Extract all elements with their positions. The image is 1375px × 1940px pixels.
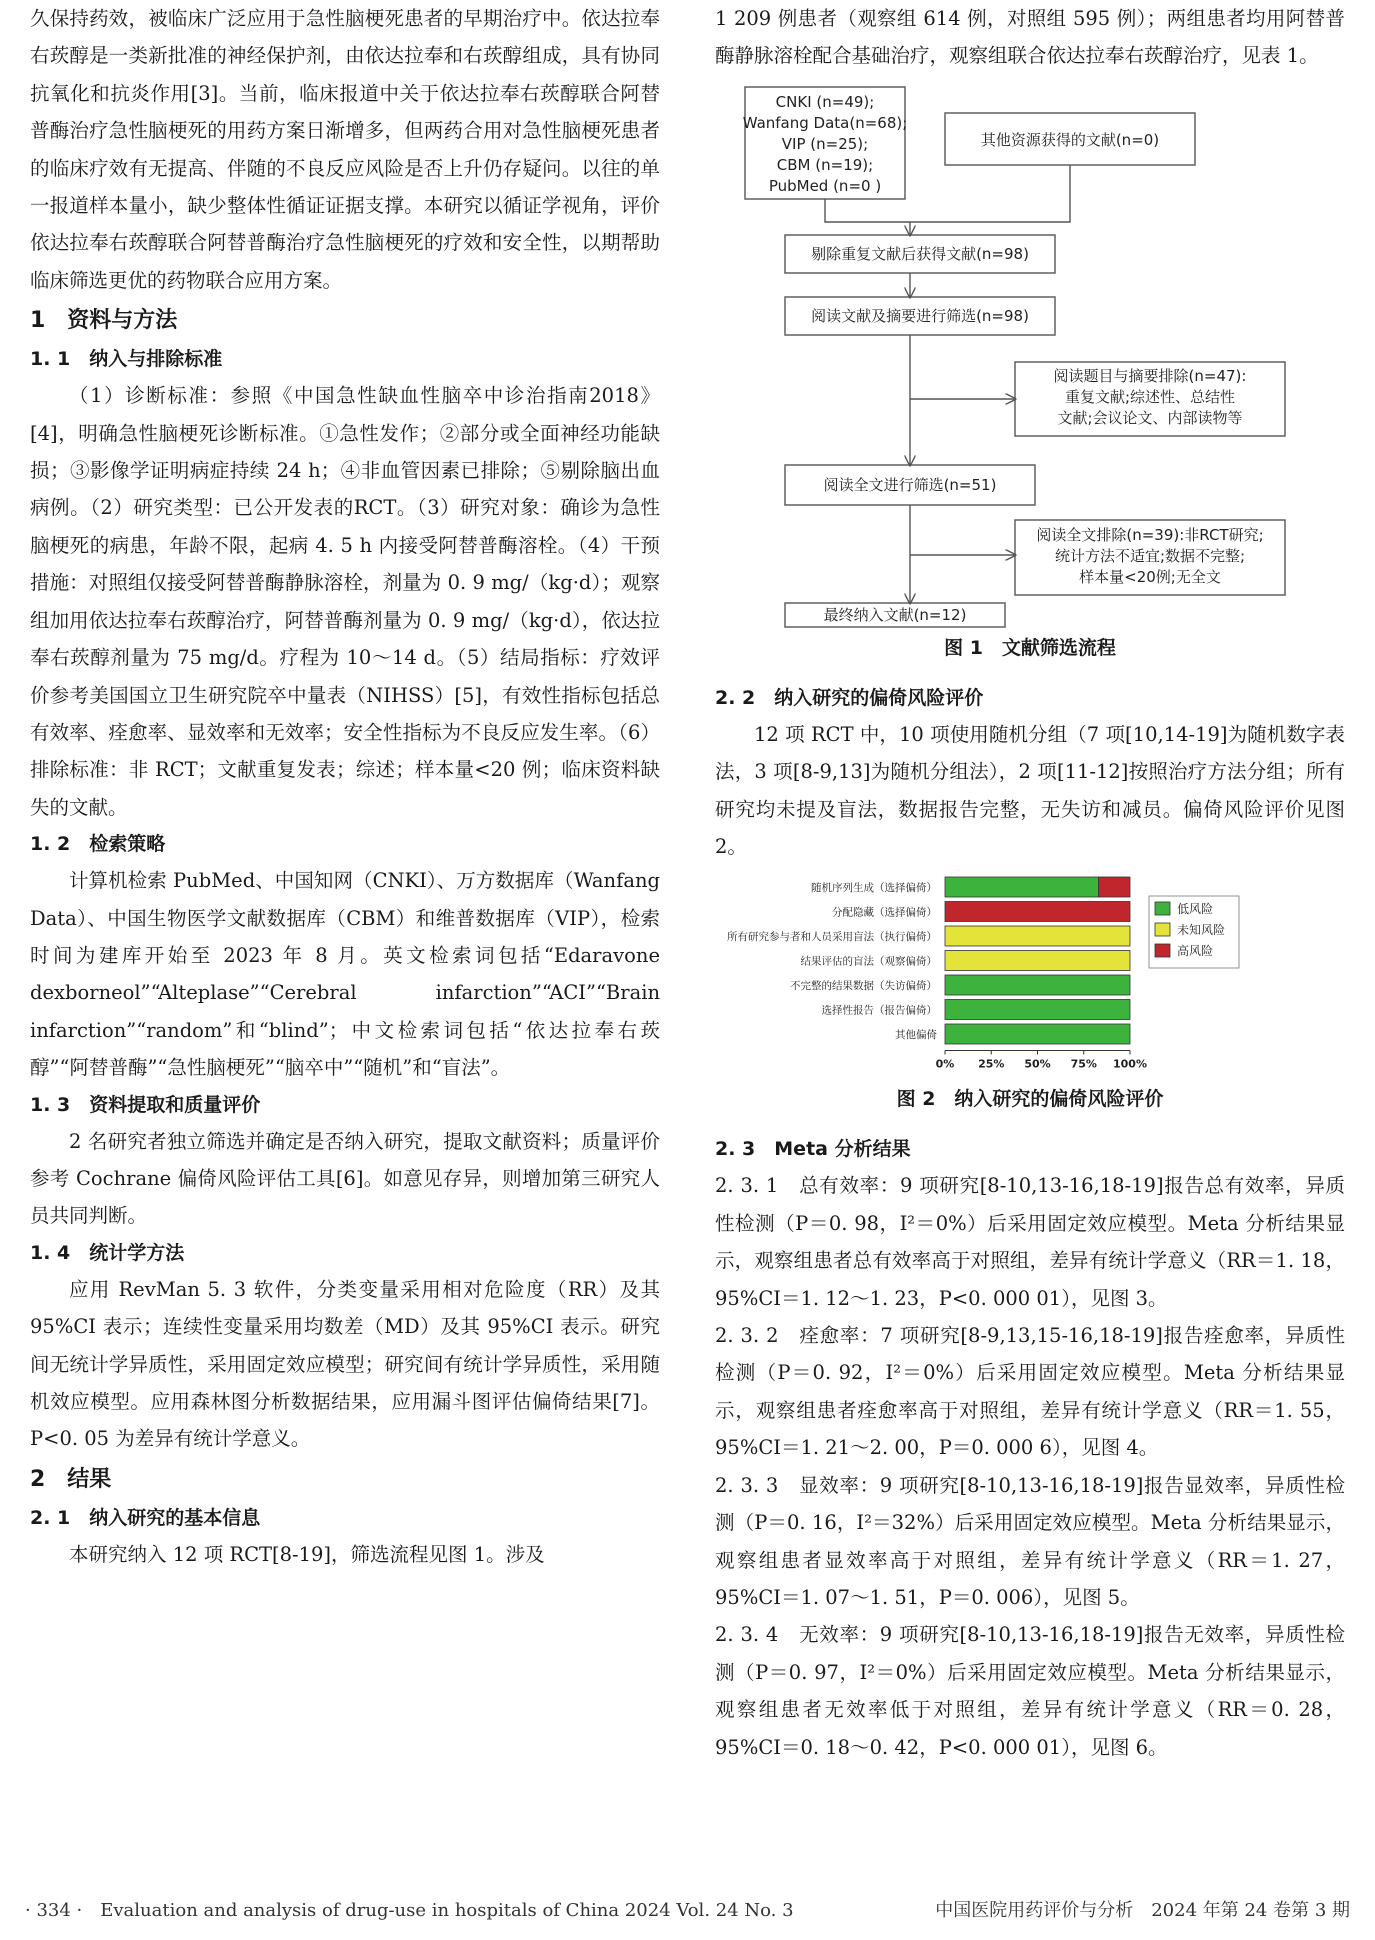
section-1-2-heading: 1. 2 检索策略 xyxy=(30,833,166,856)
flow-exclude-1-line-2: 重复文献;综述性、总结性 xyxy=(1064,387,1236,406)
section-2-heading: 2 结果 xyxy=(30,1466,112,1492)
bias-bar-segment xyxy=(945,1024,1130,1044)
intro-paragraph: 久保持药效，被临床广泛应用于急性脑梗死患者的早期治疗中。依达拉奉右莰醇是一类新批准的神经保护剂，由依达拉奉和右莰醇组成，具有协同抗氧化和抗炎作用[3]。当前，临床报道中关于依达拉奉右莰醇联合阿替普酶治疗急性脑梗死的用药方案日渐增多，但两药合用对急性脑梗死患者的临床疗效有无提高、伴随的不良反应风险是否上升仍存疑问。以往的单一报道样本量小，缺少整体性循证证据支撑。本研究以循证学视角，评价依达拉奉右莰醇联合阿替普酶治疗急性脑梗死的疗效和安全性，以期帮助临床筛选更优的药物联合应用方案。 xyxy=(30,7,660,292)
flow-final-label: 最终纳入文献(n=12) xyxy=(823,605,967,624)
criteria-paragraph: （1）诊断标准：参照《中国急性缺血性脑卒中诊治指南2018》[4]，明确急性脑梗死诊断标准。①急性发作；②部分或全面神经功能缺损；③影像学证明病症持续 24 h；④非血管因素已排除；⑤剔除脑出血病例。（2）研究类型：已公开发表的RCT。（3）研究对象：确诊为急性脑梗死的病患，年龄不限，起病 4. 5 h 内接受阿替普酶溶栓。（4）干预措施：对照组仅接受阿替普酶静脉溶栓，剂量为 0. 9 mg/（kg·d）；观察组加用依达拉奉右莰醇治疗，阿替普酶剂量为 0. 9 mg/（kg·d），依达拉奉右莰醇剂量为 75 mg/d。疗程为 10～14 d。（5）结局指标：疗效评价参考美国国立卫生研究院卒中量表（NIHSS）[5]，有效性指标包括总有效率、痊愈率、显效率和无效率；安全性指标为不良反应发生率。（6）排除标准：非 RCT；文献重复发表；综述；样本量<20 例；临床资料缺失的文献。 xyxy=(30,384,660,819)
bias-category-label: 随机序列生成（选择偏倚） xyxy=(811,882,937,895)
bias-category-label: 不完整的结果数据（失访偏倚） xyxy=(790,980,937,993)
flow-exclude-1-line-3: 文献;会议论文、内部读物等 xyxy=(1057,408,1243,427)
bias-bar-segment xyxy=(1099,877,1130,897)
legend-swatch xyxy=(1155,944,1170,957)
marked-effective-paragraph: 2. 3. 3 显效率：9 项研究[8-10,13-16,18-19]报告显效率，异质性检测（P＝0. 16，I²＝32%）后采用固定效应模型。Meta 分析结果显示，观察组患者显效率高于对照组，差异有统计学意义（RR＝1. 27，95%CI＝1. 07～1. 51，P＝0. 006），见图 5。 xyxy=(715,1473,1345,1609)
legend-label: 未知风险 xyxy=(1177,923,1226,938)
flow-screen-label: 阅读文献及摘要进行筛选(n=98) xyxy=(811,306,1029,325)
legend-swatch xyxy=(1155,902,1170,915)
figure-2-caption: 图 2 纳入研究的偏倚风险评价 xyxy=(896,1088,1164,1111)
left-column xyxy=(30,0,660,1573)
basic-info-continued: 1 209 例患者（观察组 614 例，对照组 595 例）；两组患者均用阿替普酶静脉溶栓配合基础治疗，观察组联合依达拉奉右莰醇治疗，见表 1。 xyxy=(715,7,1345,68)
footer-journal-cn: 中国医院用药评价与分析 2024 年第 24 卷第 3 期 xyxy=(935,1900,1350,1921)
data-extraction-paragraph: 2 名研究者独立筛选并确定是否纳入研究，提取文献资料；质量评价参考 Cochrane 偏倚风险评估工具[6]。如意见存异，则增加第三研究人员共同判断。 xyxy=(30,1129,660,1228)
flow-dedup-label: 剔除重复文献后获得文献(n=98) xyxy=(811,244,1029,263)
flow-exclude-2-line-2: 统计方法不适宜;数据不完整; xyxy=(1054,546,1246,565)
basic-info-paragraph: 本研究纳入 12 项 RCT[8-19]，筛选流程见图 1。涉及 xyxy=(69,1542,545,1566)
flow-exclude-2-line-1: 阅读全文排除(n=39):非RCT研究; xyxy=(1036,525,1264,544)
bias-bar-segment xyxy=(945,902,1130,922)
flow-db-vip: VIP (n=25); xyxy=(781,134,869,153)
statistics-paragraph: 应用 RevMan 5. 3 软件，分类变量采用相对危险度（RR）及其 95%CI 表示；连续性变量采用均数差（MD）及其 95%CI 表示。研究间无统计学异质性，采用固定效应模型；研究间有统计学异质性，采用随机效应模型。应用森林图分析数据结果，应用漏斗图评估偏倚结果[7]。P<0. 05 为差异有统计学意义。 xyxy=(30,1277,660,1451)
section-2-2-heading: 2. 2 纳入研究的偏倚风险评价 xyxy=(715,686,984,709)
legend-label: 低风险 xyxy=(1177,902,1214,917)
flow-diagram xyxy=(715,75,1345,630)
flow-db-cbm: CBM (n=19); xyxy=(776,155,874,174)
flow-exclude-2-line-3: 样本量<20例;无全文 xyxy=(1079,567,1221,586)
section-1-3-heading: 1. 3 资料提取和质量评价 xyxy=(30,1093,261,1116)
figure-1-caption: 图 1 文献筛选流程 xyxy=(944,636,1116,659)
total-effective-paragraph: 2. 3. 1 总有效率：9 项研究[8-10,13-16,18-19]报告总有效率，异质性检测（P＝0. 98，I²＝0%）后采用固定效应模型。Meta 分析结果显示，观察组患者总有效率高于对照组，差异有统计学意义（RR＝1. 18，95%CI＝1. 12～1. 23，P<0. 000 01），见图 3。 xyxy=(715,1174,1345,1310)
bias-paragraph: 12 项 RCT 中，10 项使用随机分组（7 项[10,14-19]为随机数字表法，3 项[8-9,13]为随机分组法），2 项[11-12]按照治疗方法分组；所有研究均未提及盲法，数据报告完整，无失访和减员。偏倚风险评价见图 2。 xyxy=(715,722,1345,859)
bias-category-label: 其他偏倚 xyxy=(895,1029,937,1042)
ineffective-paragraph: 2. 3. 4 无效率：9 项研究[8-10,13-16,18-19]报告无效率，异质性检测（P＝0. 97，I²＝0%）后采用固定效应模型。Meta 分析结果显示，观察组患者无效率低于对照组，差异有统计学意义（RR＝0. 28，95%CI＝0. 18～0. 42，P<0. 000 01），见图 6。 xyxy=(715,1623,1345,1759)
flow-exclude-1-line-1: 阅读题目与摘要排除(n=47): xyxy=(1053,366,1247,385)
right-column xyxy=(715,0,1345,1766)
legend-label: 高风险 xyxy=(1177,944,1214,959)
section-2-3-heading: 2. 3 Meta 分析结果 xyxy=(715,1138,911,1161)
x-tick-label: 75% xyxy=(1070,1057,1097,1071)
bias-bar-segment xyxy=(945,951,1130,971)
cure-rate-paragraph: 2. 3. 2 痊愈率：7 项研究[8-9,13,15-16,18-19]报告痊愈率，异质性检测（P＝0. 92，I²＝0%）后采用固定效应模型。Meta 分析结果显示，观察组患者痊愈率高于对照组，差异有统计学意义（RR＝1. 55，95%CI＝1. 21～2. 00，P＝0. 000 6），见图 4。 xyxy=(715,1324,1345,1460)
bias-bar-segment xyxy=(945,877,1099,897)
flow-db-cnki: CNKI (n=49); xyxy=(775,92,875,111)
bias-category-label: 结果评估的盲法（观察偏倚） xyxy=(800,955,937,968)
x-tick-label: 100% xyxy=(1113,1057,1147,1071)
flow-other-label: 其他资源获得的文献(n=0) xyxy=(980,130,1160,149)
bias-category-label: 分配隐藏（选择偏倚） xyxy=(832,906,937,919)
bias-category-label: 选择性报告（报告偏倚） xyxy=(821,1004,937,1017)
flow-fulltext-label: 阅读全文进行筛选(n=51) xyxy=(823,475,997,494)
x-tick-label: 0% xyxy=(935,1057,955,1071)
bias-bar-segment xyxy=(945,926,1130,946)
bias-category-label: 所有研究参与者和人员采用盲法（执行偏倚） xyxy=(727,931,937,944)
section-1-4-heading: 1. 4 统计学方法 xyxy=(30,1241,185,1264)
bias-bar-segment xyxy=(945,1000,1130,1020)
x-tick-label: 50% xyxy=(1024,1057,1051,1071)
flow-db-pubmed: PubMed (n=0 ) xyxy=(768,176,882,195)
search-strategy-paragraph: 计算机检索 PubMed、中国知网（CNKI）、万方数据库（Wanfang Data）、中国生物医学文献数据库（CBM）和维普数据库（VIP），检索时间为建库开始至 2023 年 8 月。英文检索词包括“Edaravone dexborneol”“Alteplase”“Cerebral infarction”“ACI”“Brain infarction”“random”和“blind”；中文检索词包括“依达拉奉右莰醇”“阿替普酶”“急性脑梗死”“脑卒中”“随机”和“盲法”。 xyxy=(30,869,660,1080)
x-tick-label: 25% xyxy=(978,1057,1005,1071)
section-2-1-heading: 2. 1 纳入研究的基本信息 xyxy=(30,1506,261,1529)
flow-db-wanfang: Wanfang Data(n=68); xyxy=(742,113,908,132)
section-1-heading: 1 资料与方法 xyxy=(30,308,178,334)
footer-journal-en: · 334 · Evaluation and analysis of drug-use in hospitals of China 2024 Vol. 24 No. 3 xyxy=(25,1900,794,1921)
section-1-1-heading: 1. 1 纳入与排除标准 xyxy=(30,348,223,371)
bias-risk-chart xyxy=(715,871,1345,1081)
bias-bar-segment xyxy=(945,975,1130,995)
legend-swatch xyxy=(1155,923,1170,936)
